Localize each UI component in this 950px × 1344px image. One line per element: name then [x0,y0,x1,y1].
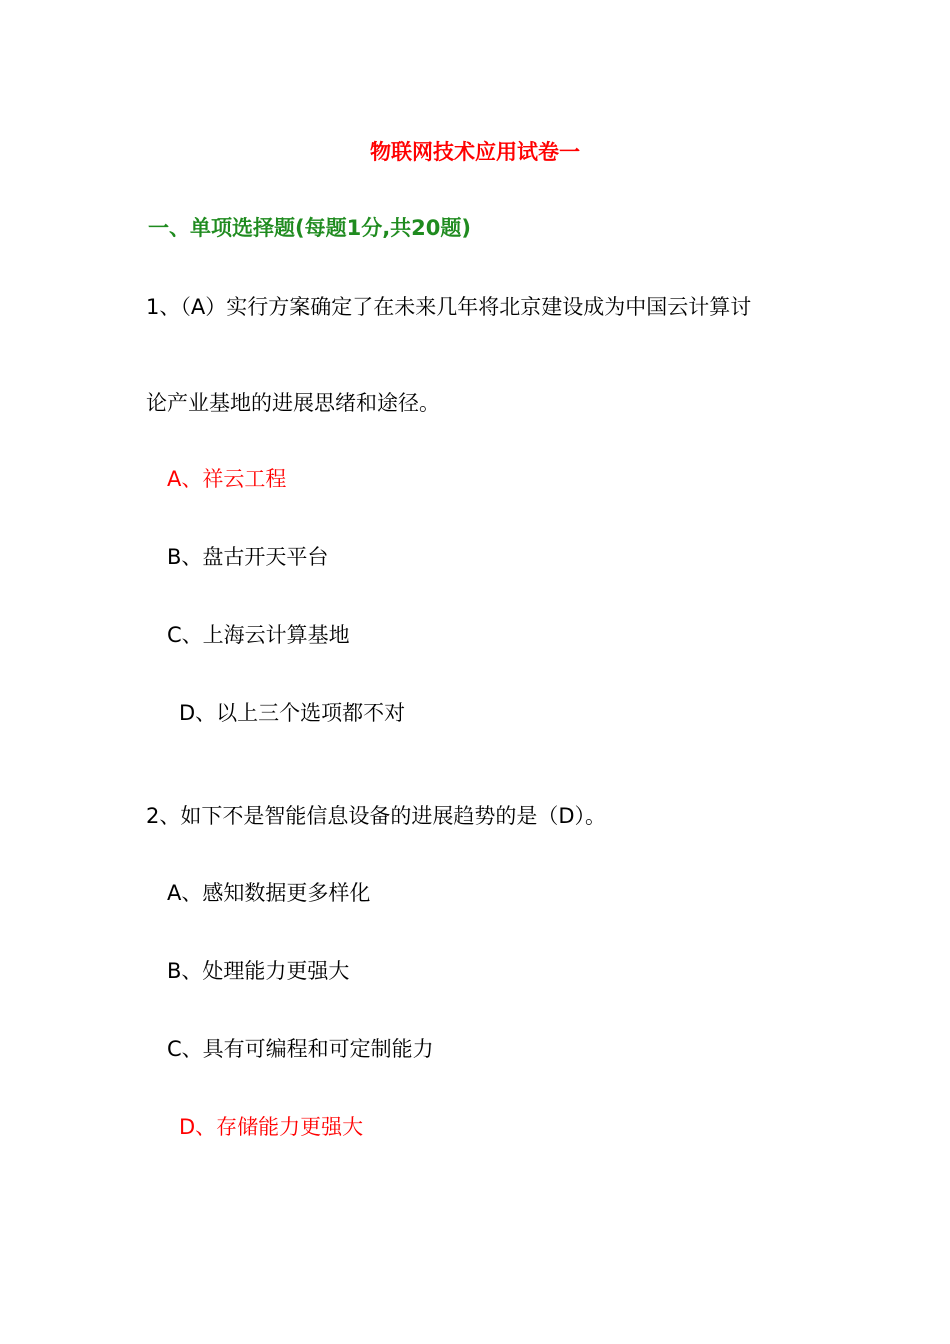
question-1-text-line-1: 1、（A）实行方案确定了在未来几年将北京建设成为中国云计算讨 [146,295,752,319]
question-2-option-a: A、感知数据更多样化 [167,881,371,905]
question-2-text-line-1: 2、如下不是智能信息设备的进展趋势的是（D）。 [146,804,607,828]
question-1-option-a: A、祥云工程 [167,467,287,491]
document-title: 物联网技术应用试卷一 [370,140,580,164]
section-heading: 一、单项选择题(每题1分,共20题) [148,216,472,240]
question-2-option-c: C、具有可编程和可定制能力 [167,1037,434,1061]
question-1-option-b: B、盘古开天平台 [167,545,329,569]
question-2-option-b: B、处理能力更强大 [167,959,350,983]
question-1-option-d: D、以上三个选项都不对 [179,701,406,725]
question-2-option-d: D、存储能力更强大 [179,1115,364,1139]
question-1-option-c: C、上海云计算基地 [167,623,350,647]
question-1-text-line-2: 论产业基地的进展思绪和途径。 [146,391,440,415]
